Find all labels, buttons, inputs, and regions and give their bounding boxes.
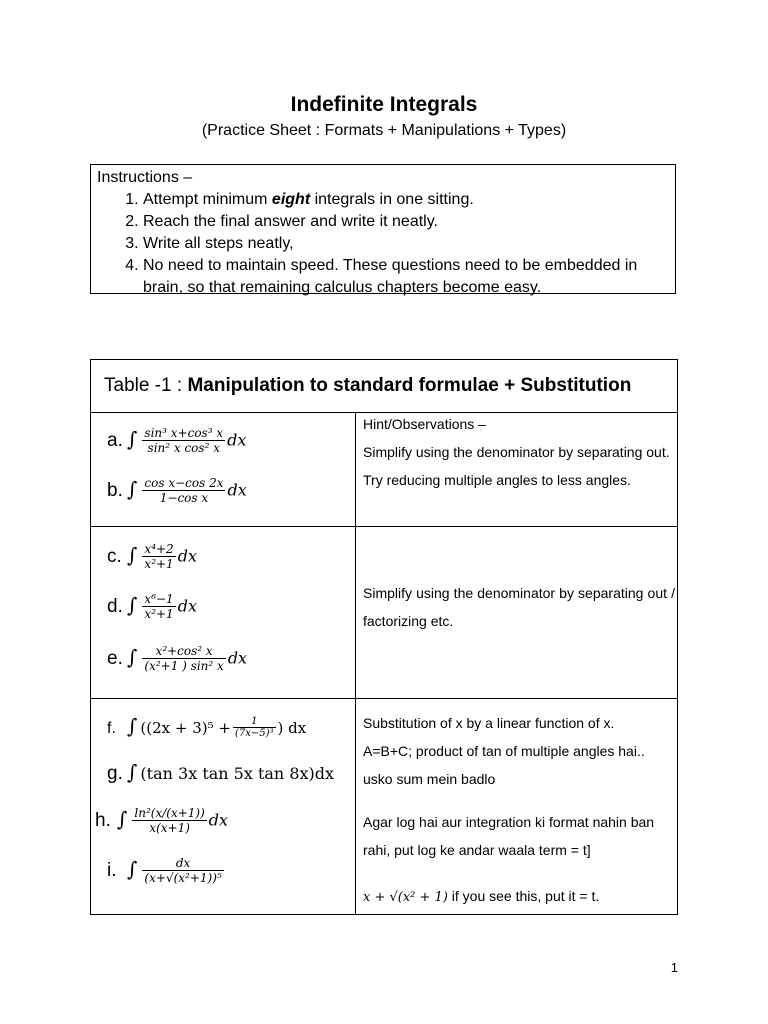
integrand-denominator: 1−cos x: [159, 491, 209, 505]
integrand-numerator: x²+cos² x: [142, 644, 225, 659]
hint-text: Substitution of x by a linear function of x.: [363, 715, 615, 731]
integrals-table: [90, 359, 678, 915]
question-label: g.: [107, 763, 123, 784]
integrand-denominator: sin² x cos² x: [147, 441, 220, 455]
hint-text: Agar log hai aur integration ki format nahin ban rahi, put log ke andar waala term = t]: [363, 814, 655, 858]
table-title-plain: Table -1 :: [104, 375, 188, 396]
question-h: h. ∫ $\frac{\text{ln²(x/(x+1))}}{x(x+1)}$ dx: [95, 806, 229, 835]
question-label: h.: [95, 809, 111, 831]
integrand-denominator: (x+√(x²+1))⁵: [144, 871, 222, 885]
hint-cell-3: [363, 709, 675, 793]
question-label: f.: [107, 720, 116, 737]
hint-cell-1: [363, 410, 675, 494]
hint-cell-3b: [363, 808, 675, 864]
table-title: [104, 375, 631, 397]
page-subtitle: (Practice Sheet : Formats + Manipulations + Types): [201, 122, 567, 139]
differential: dx: [227, 480, 247, 500]
integrand-suffix: ) dx: [277, 719, 307, 737]
hint-text: Try reducing multiple angles to less angles.: [363, 472, 631, 488]
hint-heading: Hint/Observations –: [363, 416, 486, 432]
instruction-item: [143, 189, 669, 211]
hint-expression: x + √(x² + 1): [363, 890, 448, 905]
question-label: i.: [107, 859, 117, 881]
integrand-numerator: 1: [233, 716, 276, 728]
page-title: Indefinite Integrals: [290, 93, 478, 116]
instruction-emphasis: eight: [271, 191, 311, 208]
instructions-box: [90, 164, 676, 294]
instruction-item: 4. No need to maintain speed. These questions need to be embedded in brain, so that remaining calculus chapters become easy.: [143, 255, 669, 299]
question-b: b. ∫ $\frac{\text{cos x−cos 2x}}{\text{1−cos x}}$ dx: [107, 476, 247, 505]
question-d: d. ∫ $\frac{\text{x⁶−1}}{\text{x²+1}}$ dx: [107, 592, 197, 621]
integrand-denominator: (x²+1 ) sin² x: [144, 659, 224, 673]
differential: dx: [208, 810, 229, 830]
question-label: d.: [107, 595, 123, 617]
question-i: i. ∫ $\frac{dx}{\text{(x+√(x²+1))⁵}}$: [107, 856, 222, 885]
table-title-bold: Manipulation to standard formulae + Substitution: [187, 375, 632, 396]
integrand-numerator: cos x−cos 2x: [144, 476, 224, 490]
page-number: 1: [670, 960, 678, 975]
integrand-expression: (tan 3x tan 5x tan 8x)dx: [140, 764, 335, 783]
integrand-prefix: ((2x + 3)⁵ +: [140, 719, 231, 737]
instruction-text: integrals in one sitting.: [310, 191, 474, 208]
integrand-denominator: x²+1: [144, 557, 174, 571]
integrand-numerator: ln²(x/(x+1)): [134, 806, 205, 820]
instruction-item: 2. Reach the final answer and write it neatly.: [143, 211, 669, 233]
instructions-list: [97, 189, 669, 299]
integrand-numerator: x⁶−1: [144, 592, 174, 606]
hint-text: Simplify using the denominator by separating out.: [363, 444, 670, 460]
instruction-text: Attempt minimum: [143, 191, 272, 208]
hint-text: A=B+C; product of tan of multiple angles hai.. usko sum mein badlo: [363, 743, 645, 787]
differential: dx: [227, 430, 247, 450]
hint-text: if you see this, put it = t.: [447, 888, 600, 904]
integrand-numerator: dx: [142, 856, 223, 871]
question-label: b.: [107, 479, 123, 501]
differential: dx: [177, 546, 197, 566]
hint-text: Simplify using the denominator by separating out / factorizing etc.: [363, 585, 675, 629]
question-f: f. ∫ ((2x + 3)⁵ + $\frac{1}{\text{(7x−5)³}}$ ) dx: [107, 714, 307, 740]
question-e: e. ∫ $\frac{\text{x²+cos² x}}{\text{(x²+1 ) sin² x}}$ dx: [107, 644, 248, 673]
question-label: a.: [107, 429, 123, 451]
question-a: a. ∫ $\frac{\text{sin³ x+cos³ x}}{\text{sin² x cos² x}}$ dx: [107, 426, 247, 455]
integrand-numerator: sin³ x+cos³ x: [144, 426, 224, 440]
integrand-numerator: x⁴+2: [144, 542, 174, 556]
question-label: c.: [107, 545, 122, 567]
question-g: g. ∫ (tan 3x tan 5x tan 8x)dx: [107, 760, 335, 784]
instructions-heading: Instructions –: [97, 169, 193, 186]
instruction-item: 3. Write all steps neatly,: [143, 233, 669, 255]
table-column-divider: [355, 412, 356, 914]
differential: dx: [227, 648, 248, 668]
differential: dx: [177, 596, 197, 616]
question-c: c. ∫ $\frac{\text{x⁴+2}}{\text{x²+1}}$ dx: [107, 542, 197, 571]
table-divider: [91, 526, 677, 527]
question-label: e.: [107, 647, 123, 669]
integrand-denominator: (7x−5)³: [234, 728, 274, 740]
hint-cell-2: [363, 579, 675, 635]
table-divider: [91, 698, 677, 699]
integrand-denominator: x²+1: [144, 607, 174, 621]
hint-cell-3c: [363, 882, 675, 912]
integrand-denominator: x(x+1): [149, 821, 190, 835]
